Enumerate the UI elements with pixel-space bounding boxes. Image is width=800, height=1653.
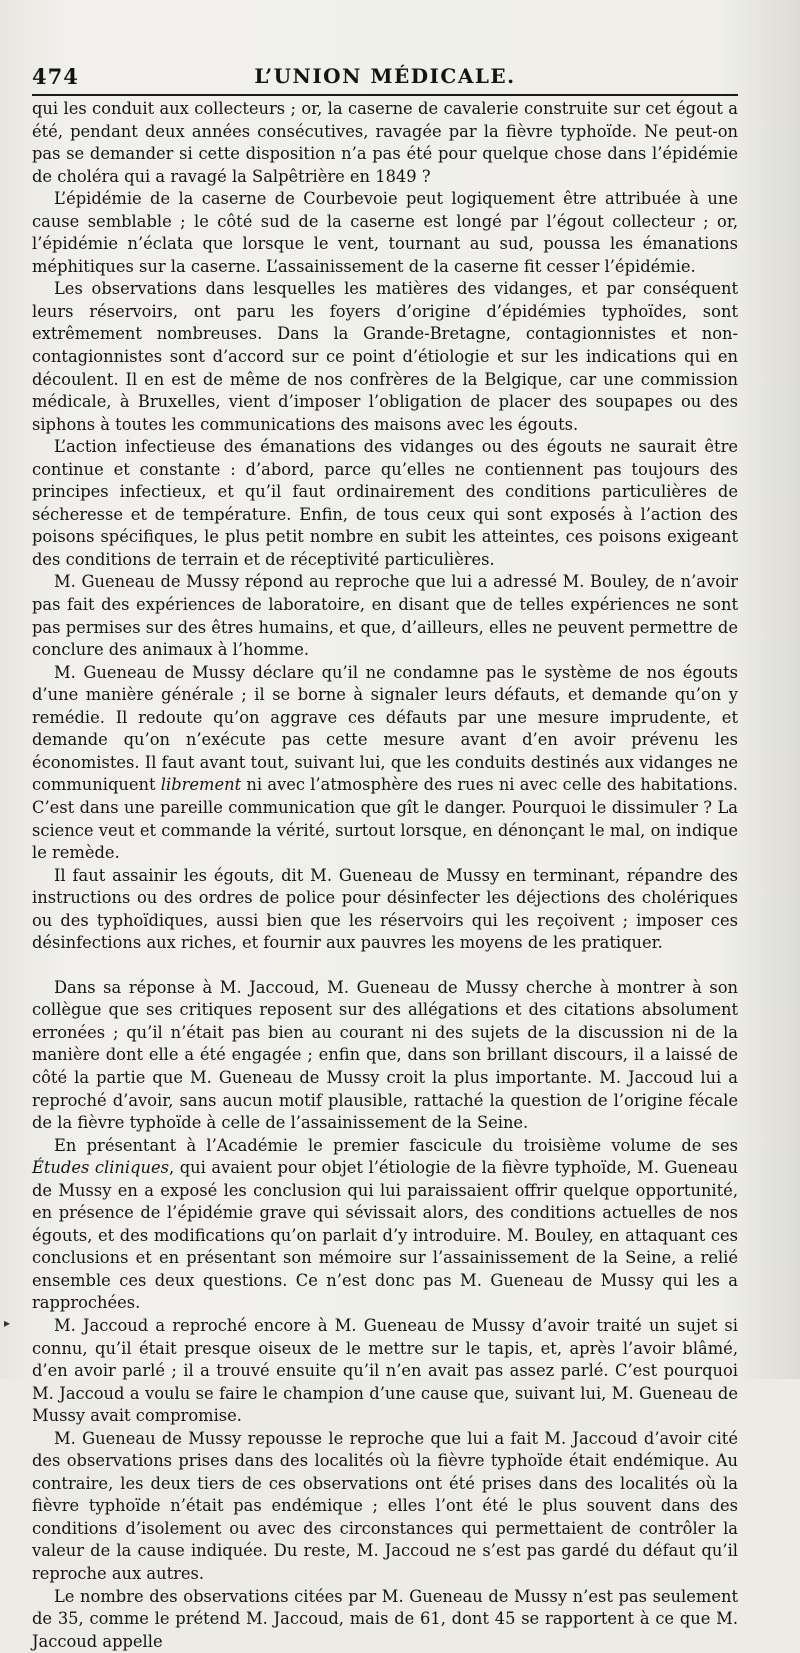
paragraph: L’action infectieuse des émanations des vidanges ou des égouts ne saurait être continue et constante : d’abord, parce qu’elles ne contiennent pas toujours des principes infectieux, et qu’il faut ordinairement des conditions particulières de sécheresse et de température. Enfin, de tous ceux qui sont exposés à l’action des poisons spécifiques, le plus petit nombre en subit les atteintes, ces poisons exigeant des conditions de terrain et de réceptivité particulières. [32, 437, 738, 569]
text-run: , qui avaient pour objet l’étiologie de la fièvre typhoïde, M. Gueneau de Mussy en a exposé les conclusion qui lui paraissaient offrir quelque opportunité, en présence de l’épidémie grave qui sévissait alors, des conditions actuelles de nos égouts, et des modifications qu’on parlait d’y introduire. M. Bouley, en attaquant ces conclusions et en présentant son mémoire sur l’assainissement de la Seine, a relié ensemble ces deux questions. Ce n’est donc pas M. Gueneau de Mussy qui les a rapprochées. [32, 1158, 738, 1313]
paragraph: M. Gueneau de Mussy repousse le reproche que lui a fait M. Jaccoud d’avoir cité des observations prises dans des localités où la fièvre typhoïde était endémique. Au contraire, les deux tiers de ces observations ont été prises dans des localités où la fièvre typhoïde n’était pas endémique ; elles l’ont été le plus souvent dans des conditions d’isolement ou avec des circonstances qui permettaient de contrôler la valeur de la cause indiquée. Du reste, M. Jaccoud ne s’est pas gardé du défaut qu’il reproche aux autres. [32, 1428, 738, 1583]
article-body [32, 98, 738, 1653]
page-number: 474 [32, 64, 79, 89]
text-run: En présentant à l’Académie le premier fascicule du troisième volume de ses [54, 1135, 738, 1155]
paragraph [32, 1135, 738, 1315]
running-title: L’UNION MÉDICALE. [254, 64, 516, 88]
paragraph: Le nombre des observations citées par M. Gueneau de Mussy n’est pas seulement de 35, comme le prétend M. Jaccoud, mais de 61, dont 45 se rapportent à ce que M. Jaccoud appelle [32, 1586, 738, 1651]
emphasis-text: Études cliniques [32, 1158, 170, 1178]
paragraph: Dans sa réponse à M. Jaccoud, M. Gueneau de Mussy cherche à montrer à son collègue que ses critiques reposent sur des allégations et des citations absolument erronées ; qu’il n’était pas bien au courant ni des sujets de la discussion ni de la manière dont elle a été engagée ; enfin que, dans son brillant discours, il a laissé de côté la partie que M. Gueneau de Mussy croit la plus importante. M. Jaccoud lui a reproché d’avoir, sans aucun motif plausible, rattaché la question de l’origine fécale de la fièvre typhoïde à celle de l’assainissement de la Seine. [32, 977, 738, 1133]
paragraph [32, 662, 738, 865]
margin-mark: ▸ [4, 1316, 11, 1330]
paragraph: M. Gueneau de Mussy répond au reproche que lui a adressé M. Bouley, de n’avoir pas fait des expériences de laboratoire, en disant que de telles expériences ne sont pas permises sur des êtres humains, et que, d’ailleurs, elles ne peuvent permettre de conclure des animaux à l’homme. [32, 572, 738, 660]
paragraph: Les observations dans lesquelles les matières des vidanges, et par conséquent leurs réservoirs, ont paru les foyers d’origine d’épidémies typhoïdes, sont extrêmement nombreuses. Dans la Grande-Bretagne, contagionnistes et non-contagionnistes sont d’accord sur ce point d’étiologie et sur les indications qui en découlent. Il en est de même de nos confrères de la Belgique, car une commission médicale, à Bruxelles, vient d’imposer l’obligation de placer des soupapes ou des siphons à toutes les communications des maisons avec les égouts. [32, 279, 738, 434]
paragraph: Il faut assainir les égouts, dit M. Gueneau de Mussy en terminant, répandre des instructions ou des ordres de police pour désinfecter les déjections des cholériques ou des typhoïdiques, aussi bien que les réservoirs qui les reçoivent ; imposer ces désinfections aux riches, et fournir aux pauvres les moyens de les pratiquer. [32, 865, 738, 953]
text-run: ni avec l’atmosphère des rues ni avec celle des habitations. C’est dans une pareille communication que gît le danger. Pourquoi le dissimuler ? La science veut et commande la vérité, surtout lorsque, en dénonçant le mal, on indique le remède. [32, 775, 738, 863]
page-header [32, 60, 738, 96]
emphasis-text: librement [160, 775, 242, 795]
paragraph: qui les conduit aux collecteurs ; or, la caserne de cavalerie construite sur cet égout a été, pendant deux années consécutives, ravagée par la fièvre typhoïde. Ne peut-on pas se demander si cette disposition n’a pas été pour quelque chose dans l’épidémie de choléra qui a ravagé la Salpêtrière en 1849 ? [32, 99, 738, 186]
paragraph: L’épidémie de la caserne de Courbevoie peut logiquement être attribuée à une cause semblable ; le côté sud de la caserne est longé par l’égout collecteur ; or, l’épidémie n’éclata que lorsque le vent, tournant au sud, poussa les émanations méphitiques sur la caserne. L’assainissement de la caserne fit cesser l’épidémie. [32, 189, 738, 276]
text-run: M. Gueneau de Mussy déclare qu’il ne condamne pas le système de nos égouts d’une manière générale ; il se borne à signaler leurs défauts, et demande qu’on y remédie. Il redoute qu’on aggrave ces défauts par une mesure imprudente, et demande qu’on n’exécute pas cette mesure avant d’en avoir prévenu les économistes. Il faut avant tout, suivant lui, que les conduits destinés aux vidanges ne communiquent [32, 662, 738, 795]
paragraph: M. Jaccoud a reproché encore à M. Gueneau de Mussy d’avoir traité un sujet si connu, qu’il était presque oiseux de le mettre sur le tapis, et, après l’avoir blâmé, d’en avoir parlé ; il a trouvé ensuite qu’il n’en avait pas assez parlé. C’est pourquoi M. Jaccoud a voulu se faire le champion d’une cause que, suivant lui, M. Gueneau de Mussy avait compromise. [32, 1315, 738, 1426]
